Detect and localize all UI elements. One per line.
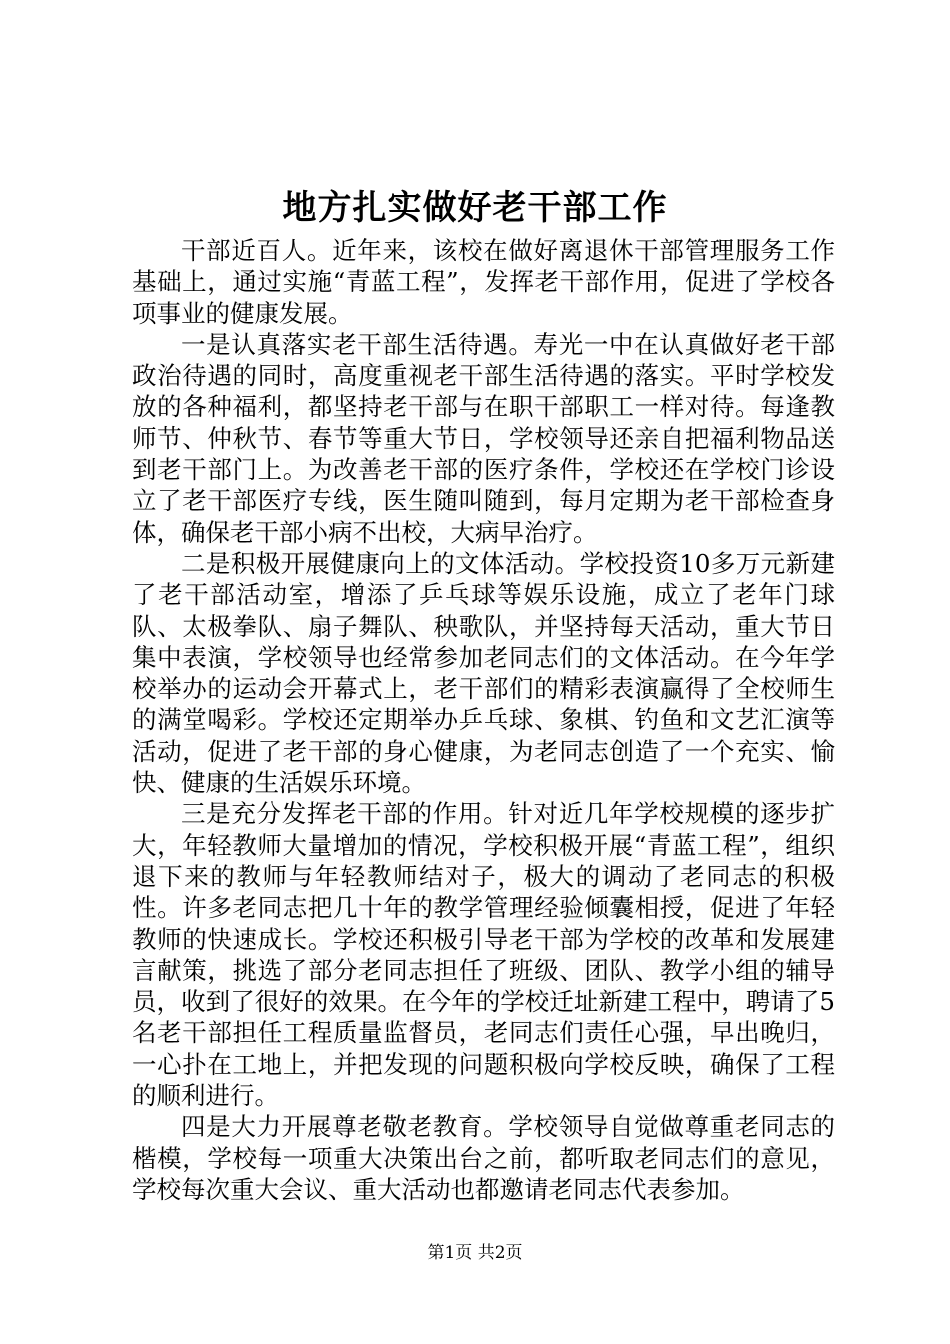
paragraph-three: 三是充分发挥老干部的作用。针对近几年学校规模的逐步扩大，年轻教师大量增加的情况，学校积极开展“青蓝工程”，组织退下来的教师与年轻教师结对子，极大的调动了老同志的积极性。许多老同志把几十年的教学管理经验倾囊相授，促进了年轻教师的快速成长。学校还积极引导老干部为学校的改革和发展建言献策，挑选了部分老同志担任了班级、团队、教学小组的辅导员，收到了很好的效果。在今年的学校迁址新建工程中，聘请了5名老干部担任工程质量监督员，老同志们责任心强，早出晚归，一心扑在工地上，并把发现的问题积极向学校反映，确保了工程的顺利进行。 bbox=[132, 799, 835, 1111]
page-number-footer: 第1页 共2页 bbox=[427, 1243, 523, 1263]
paragraph-two: 二是积极开展健康向上的文体活动。学校投资10多万元新建了老干部活动室，增添了乒乓球等娱乐设施，成立了老年门球队、太极拳队、扇子舞队、秧歌队，并坚持每天活动，重大节日集中表演，学校领导也经常参加老同志们的文体活动。在今年学校举办的运动会开幕式上，老干部们的精彩表演赢得了全校师生的满堂喝彩。学校还定期举办乒乓球、象棋、钓鱼和文艺汇演等活动，促进了老干部的身心健康，为老同志创造了一个充实、愉快、健康的生活娱乐环境。 bbox=[132, 548, 835, 798]
paragraph-intro: 干部近百人。近年来，该校在做好离退休干部管理服务工作基础上，通过实施“青蓝工程”，发挥老干部作用，促进了学校各项事业的健康发展。 bbox=[132, 236, 835, 328]
paragraph-four: 四是大力开展尊老敬老教育。学校领导自觉做尊重老同志的楷模，学校每一项重大决策出台之前，都听取老同志们的意见，学校每次重大会议、重大活动也都邀请老同志代表参加。 bbox=[132, 1112, 835, 1204]
document-body bbox=[132, 235, 835, 1205]
document-title: 地方扎实做好老干部工作 bbox=[282, 188, 668, 228]
paragraph-one: 一是认真落实老干部生活待遇。寿光一中在认真做好老干部政治待遇的同时，高度重视老干部生活待遇的落实。平时学校发放的各种福利，都坚持老干部与在职干部职工一样对待。每逢教师节、仲秋节、春节等重大节日，学校领导还亲自把福利物品送到老干部门上。为改善老干部的医疗条件，学校还在学校门诊设立了老干部医疗专线，医生随叫随到，每月定期为老干部检查身体，确保老干部小病不出校，大病早治疗。 bbox=[132, 329, 835, 547]
